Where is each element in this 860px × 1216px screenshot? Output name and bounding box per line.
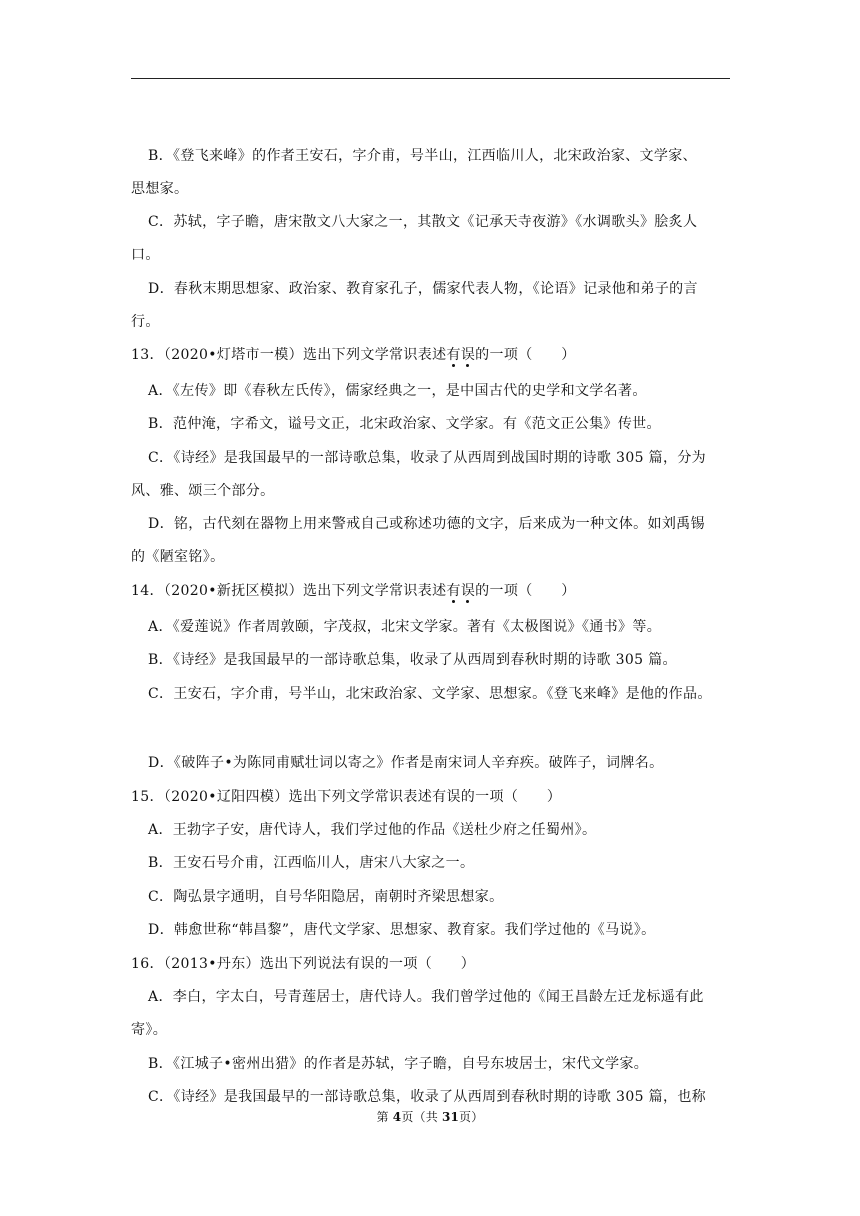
q13-stem: 13．（2020•灯塔市一模）选出下列文学常识表述有误的一项（ ） [131, 347, 576, 363]
q13-option-c-line2: 风、雅、颂三个部分。 [131, 483, 275, 499]
q12-option-b-line1: B．《登飞来峰》的作者王安石，字介甫，号半山，江西临川人，北宋政治家、文学家、 [148, 148, 697, 164]
q14-option-c: C．王安石，字介甫，号半山，北宋政治家、文学家、思想家。《登飞来峰》是他的作品。 [148, 686, 712, 702]
q12-option-c-line2: 口。 [131, 247, 160, 263]
page-number: 4 [392, 1110, 402, 1124]
emphasis-char: 有 [446, 347, 461, 363]
q16-option-a-line2: 寄》。 [131, 1022, 168, 1038]
q14-option-b: B．《诗经》是我国最早的一部诗歌总集，收录了从西周到春秋时期的诗歌 305 篇。 [148, 652, 677, 668]
q12-option-c-line1: C．苏轼，字子瞻，唐宋散文八大家之一，其散文《记承天寺夜游》《水调歌头》脍炙人 [148, 214, 698, 230]
q13-option-b: B．范仲淹，字希文，谥号文正，北宋政治家、文学家。有《范文正公集》传世。 [148, 416, 661, 432]
q12-option-d-line2: 行。 [131, 314, 160, 330]
emphasis-char: 误 [460, 583, 476, 599]
q13-option-d-line1: D．铭，古代刻在器物上用来警戒自己或称述功德的文字，后来成为一种文体。如刘禹锡 [148, 516, 705, 532]
q15-option-b: B．王安石号介甫，江西临川人，唐宋八大家之一。 [148, 855, 475, 871]
q16-option-b: B．《江城子•密州出猎》的作者是苏轼，字子瞻，自号东坡居士，宋代文学家。 [148, 1056, 649, 1072]
page-footer: 第 4页（共 31页） [376, 1110, 484, 1124]
q13-option-c-line1: C．《诗经》是我国最早的一部诗歌总集，收录了从西周到战国时期的诗歌 305 篇，分为 [148, 450, 707, 466]
q16-option-a-line1: A．李白，字太白，号青莲居士，唐代诗人。我们曾学过他的《闻王昌龄左迁龙标遥有此 [148, 989, 704, 1005]
page-total: 31 [441, 1110, 460, 1124]
q14-option-a: A．《爱莲说》作者周敦颐，字茂叔，北宋文学家。著有《太极图说》《通书》等。 [148, 619, 662, 635]
q14-option-d: D．《破阵子•为陈同甫赋壮词以寄之》作者是南宋词人辛弃疾。破阵子，词牌名。 [148, 755, 664, 771]
q12-option-b-line2: 思想家。 [131, 181, 189, 197]
q13-option-a: A．《左传》即《春秋左氏传》，儒家经典之一，是中国古代的史学和文学名著。 [148, 383, 647, 399]
q15-option-c: C．陶弘景字通明，自号华阳隐居，南朝时齐梁思想家。 [148, 889, 504, 905]
q15-stem: 15．（2020•辽阳四模）选出下列文学常识表述有误的一项（ ） [131, 789, 562, 805]
q16-stem: 16．（2013•丹东）选出下列说法有误的一项（ ） [131, 956, 476, 972]
header-rule [131, 78, 730, 79]
emphasis-char: 误 [460, 347, 476, 363]
q13-option-d-line2: 的《陋室铭》。 [131, 549, 225, 565]
emphasis-char: 有 [446, 583, 461, 599]
q15-option-a: A．王勃字子安，唐代诗人，我们学过他的作品《送杜少府之任蜀州》。 [148, 822, 597, 838]
q12-option-d-line1: D．春秋末期思想家、政治家、教育家孔子，儒家代表人物，《论语》记录他和弟子的言 [148, 281, 698, 297]
q16-option-c-line1: C．《诗经》是我国最早的一部诗歌总集，收录了从西周到春秋时期的诗歌 305 篇，也称 [148, 1089, 707, 1105]
q14-stem: 14．（2020•新抚区模拟）选出下列文学常识表述有误的一项（ ） [131, 583, 576, 599]
q15-option-d: D．韩愈世称“韩昌黎”，唐代文学家、思想家、教育家。我们学过他的《马说》。 [148, 922, 656, 938]
